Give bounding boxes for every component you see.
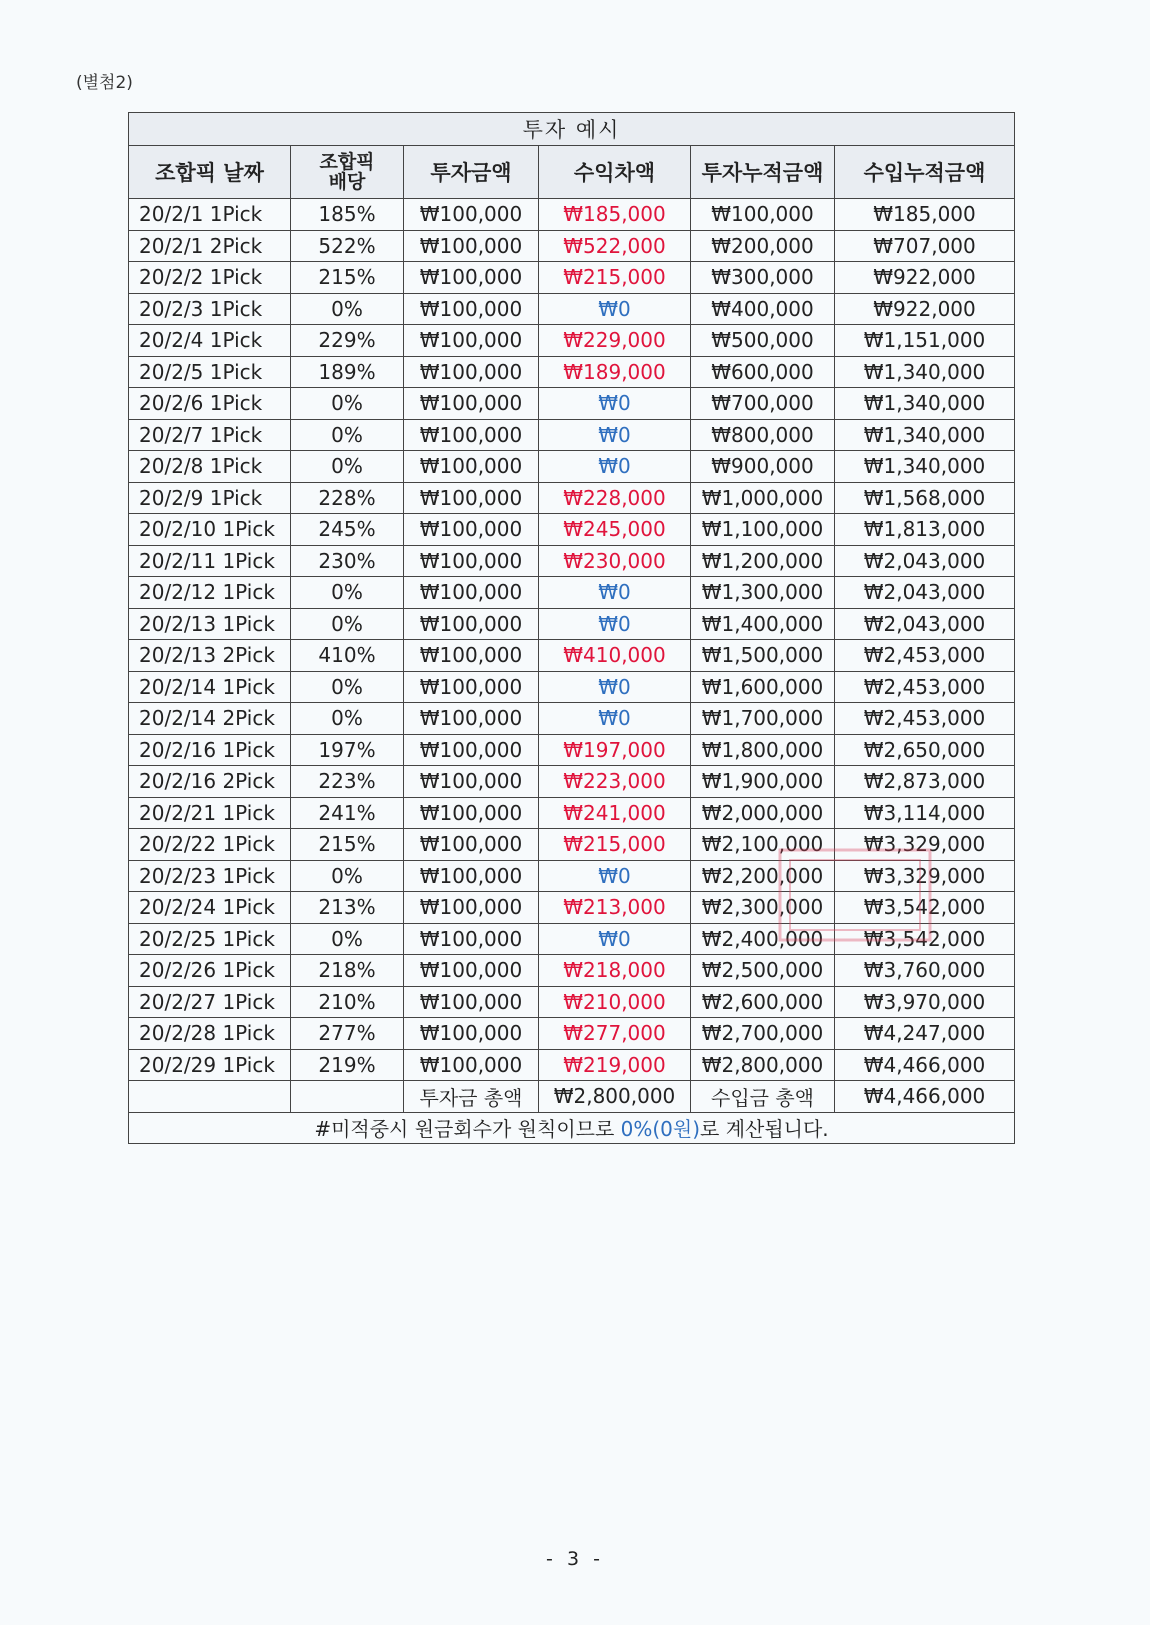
note-row (129, 1112, 1015, 1144)
cell-invest: ₩100,000 (404, 829, 539, 861)
cell-invest: ₩100,000 (404, 356, 539, 388)
cell-cum-invest: ₩1,000,000 (691, 482, 835, 514)
cell-profit: ₩210,000 (539, 986, 691, 1018)
cell-cum-invest: ₩2,200,000 (691, 860, 835, 892)
cell-cum-invest: ₩2,700,000 (691, 1018, 835, 1050)
cell-cum-invest: ₩1,400,000 (691, 608, 835, 640)
cell-odds: 0% (291, 923, 404, 955)
cell-date: 20/2/16 1Pick (129, 734, 291, 766)
cell-odds: 229% (291, 325, 404, 357)
cell-date: 20/2/4 1Pick (129, 325, 291, 357)
investment-example-table (128, 112, 1015, 1144)
cell-odds: 213% (291, 892, 404, 924)
cell-invest: ₩100,000 (404, 892, 539, 924)
cell-date: 20/2/8 1Pick (129, 451, 291, 483)
cell-odds: 0% (291, 388, 404, 420)
cell-cum-invest: ₩200,000 (691, 230, 835, 262)
cell-cum-income: ₩3,542,000 (835, 892, 1015, 924)
cell-cum-invest: ₩600,000 (691, 356, 835, 388)
page-number: - 3 - (546, 1548, 604, 1570)
cell-odds: 0% (291, 577, 404, 609)
note-prefix: #미적중시 원금회수가 원칙이므로 (314, 1117, 621, 1142)
cell-profit: ₩245,000 (539, 514, 691, 546)
cell-cum-invest: ₩1,700,000 (691, 703, 835, 735)
cell-profit: ₩0 (539, 451, 691, 483)
cell-date: 20/2/25 1Pick (129, 923, 291, 955)
header-odds-line2: 배당 (328, 171, 366, 193)
table-title: 투자 예시 (129, 113, 1015, 146)
cell-invest: ₩100,000 (404, 419, 539, 451)
cell-cum-invest: ₩1,900,000 (691, 766, 835, 798)
table-row (129, 923, 1015, 955)
cell-cum-invest: ₩2,800,000 (691, 1049, 835, 1081)
cell-profit: ₩410,000 (539, 640, 691, 672)
cell-cum-invest: ₩1,500,000 (691, 640, 835, 672)
cell-invest: ₩100,000 (404, 451, 539, 483)
cell-odds: 0% (291, 671, 404, 703)
cell-profit: ₩215,000 (539, 829, 691, 861)
cell-profit: ₩0 (539, 923, 691, 955)
table-row (129, 608, 1015, 640)
table-row (129, 1049, 1015, 1081)
cell-cum-income: ₩2,453,000 (835, 640, 1015, 672)
cell-profit: ₩197,000 (539, 734, 691, 766)
cell-cum-income: ₩1,340,000 (835, 451, 1015, 483)
cell-invest: ₩100,000 (404, 766, 539, 798)
table-row (129, 514, 1015, 546)
header-odds-line1: 조합픽 (319, 151, 375, 173)
table-row (129, 955, 1015, 987)
cell-profit: ₩241,000 (539, 797, 691, 829)
cell-odds: 277% (291, 1018, 404, 1050)
cell-date: 20/2/1 1Pick (129, 199, 291, 231)
header-profit: 수익차액 (539, 146, 691, 199)
table-row (129, 797, 1015, 829)
cell-cum-income: ₩4,247,000 (835, 1018, 1015, 1050)
cell-cum-income: ₩2,873,000 (835, 766, 1015, 798)
cell-odds: 241% (291, 797, 404, 829)
cell-invest: ₩100,000 (404, 388, 539, 420)
cell-cum-invest: ₩1,600,000 (691, 671, 835, 703)
cell-odds: 245% (291, 514, 404, 546)
table-row (129, 640, 1015, 672)
cell-date: 20/2/13 2Pick (129, 640, 291, 672)
cell-cum-income: ₩2,043,000 (835, 577, 1015, 609)
totals-row (129, 1081, 1015, 1113)
cell-cum-invest: ₩700,000 (691, 388, 835, 420)
cell-odds: 0% (291, 451, 404, 483)
cell-invest: ₩100,000 (404, 955, 539, 987)
cell-cum-income: ₩707,000 (835, 230, 1015, 262)
cell-odds: 197% (291, 734, 404, 766)
cell-date: 20/2/23 1Pick (129, 860, 291, 892)
header-invest: 투자금액 (404, 146, 539, 199)
cell-date: 20/2/24 1Pick (129, 892, 291, 924)
table-row (129, 356, 1015, 388)
table-row (129, 1018, 1015, 1050)
cell-date: 20/2/27 1Pick (129, 986, 291, 1018)
cell-cum-invest: ₩1,300,000 (691, 577, 835, 609)
cell-profit: ₩213,000 (539, 892, 691, 924)
table-row (129, 262, 1015, 294)
table-row (129, 230, 1015, 262)
cell-cum-income: ₩922,000 (835, 293, 1015, 325)
table-row (129, 703, 1015, 735)
cell-invest: ₩100,000 (404, 1018, 539, 1050)
cell-profit: ₩218,000 (539, 955, 691, 987)
cell-odds: 218% (291, 955, 404, 987)
header-odds (291, 146, 404, 199)
table-row (129, 451, 1015, 483)
cell-cum-invest: ₩1,800,000 (691, 734, 835, 766)
table-row (129, 860, 1015, 892)
cell-odds: 230% (291, 545, 404, 577)
cell-odds: 0% (291, 293, 404, 325)
cell-cum-income: ₩1,340,000 (835, 356, 1015, 388)
total-invest-label: 투자금 총액 (404, 1081, 539, 1113)
cell-cum-income: ₩2,453,000 (835, 703, 1015, 735)
cell-odds: 215% (291, 829, 404, 861)
cell-cum-income: ₩1,151,000 (835, 325, 1015, 357)
table-row (129, 325, 1015, 357)
cell-date: 20/2/16 2Pick (129, 766, 291, 798)
cell-invest: ₩100,000 (404, 797, 539, 829)
attachment-label: (별첨2) (76, 73, 133, 93)
cell-date: 20/2/10 1Pick (129, 514, 291, 546)
cell-cum-income: ₩3,970,000 (835, 986, 1015, 1018)
cell-profit: ₩223,000 (539, 766, 691, 798)
table-row (129, 293, 1015, 325)
cell-invest: ₩100,000 (404, 514, 539, 546)
cell-cum-income: ₩3,114,000 (835, 797, 1015, 829)
cell-date: 20/2/3 1Pick (129, 293, 291, 325)
cell-profit: ₩189,000 (539, 356, 691, 388)
cell-cum-invest: ₩2,000,000 (691, 797, 835, 829)
cell-invest: ₩100,000 (404, 482, 539, 514)
cell-profit: ₩230,000 (539, 545, 691, 577)
cell-date: 20/2/9 1Pick (129, 482, 291, 514)
header-date: 조합픽 날짜 (129, 146, 291, 199)
cell-odds: 410% (291, 640, 404, 672)
cell-cum-invest: ₩2,500,000 (691, 955, 835, 987)
total-income-label: 수입금 총액 (691, 1081, 835, 1113)
cell-invest: ₩100,000 (404, 734, 539, 766)
totals-blank-2 (291, 1081, 404, 1113)
cell-cum-invest: ₩2,400,000 (691, 923, 835, 955)
table-row (129, 892, 1015, 924)
cell-cum-invest: ₩400,000 (691, 293, 835, 325)
table-row (129, 986, 1015, 1018)
cell-profit: ₩0 (539, 388, 691, 420)
note-text (129, 1112, 1015, 1144)
table-row (129, 671, 1015, 703)
cell-cum-income: ₩1,340,000 (835, 419, 1015, 451)
cell-cum-income: ₩3,760,000 (835, 955, 1015, 987)
cell-odds: 0% (291, 860, 404, 892)
table-row (129, 829, 1015, 861)
cell-date: 20/2/7 1Pick (129, 419, 291, 451)
cell-odds: 522% (291, 230, 404, 262)
cell-cum-income: ₩1,340,000 (835, 388, 1015, 420)
cell-date: 20/2/14 2Pick (129, 703, 291, 735)
cell-profit: ₩228,000 (539, 482, 691, 514)
table-row (129, 545, 1015, 577)
total-income-value: ₩4,466,000 (835, 1081, 1015, 1113)
cell-cum-invest: ₩900,000 (691, 451, 835, 483)
cell-cum-invest: ₩1,200,000 (691, 545, 835, 577)
table-body (129, 199, 1015, 1081)
cell-date: 20/2/11 1Pick (129, 545, 291, 577)
cell-cum-invest: ₩2,300,000 (691, 892, 835, 924)
cell-profit: ₩522,000 (539, 230, 691, 262)
cell-cum-invest: ₩2,600,000 (691, 986, 835, 1018)
table-row (129, 766, 1015, 798)
cell-cum-income: ₩2,043,000 (835, 545, 1015, 577)
cell-date: 20/2/5 1Pick (129, 356, 291, 388)
cell-invest: ₩100,000 (404, 608, 539, 640)
cell-date: 20/2/13 1Pick (129, 608, 291, 640)
header-cum-invest: 투자누적금액 (691, 146, 835, 199)
cell-cum-income: ₩3,542,000 (835, 923, 1015, 955)
cell-date: 20/2/22 1Pick (129, 829, 291, 861)
total-invest-value: ₩2,800,000 (539, 1081, 691, 1113)
cell-odds: 223% (291, 766, 404, 798)
cell-odds: 215% (291, 262, 404, 294)
totals-blank-1 (129, 1081, 291, 1113)
cell-odds: 228% (291, 482, 404, 514)
table-row (129, 388, 1015, 420)
cell-odds: 210% (291, 986, 404, 1018)
cell-cum-income: ₩2,650,000 (835, 734, 1015, 766)
cell-date: 20/2/12 1Pick (129, 577, 291, 609)
cell-cum-income: ₩1,568,000 (835, 482, 1015, 514)
cell-date: 20/2/29 1Pick (129, 1049, 291, 1081)
cell-invest: ₩100,000 (404, 986, 539, 1018)
cell-cum-income: ₩4,466,000 (835, 1049, 1015, 1081)
cell-profit: ₩0 (539, 671, 691, 703)
cell-date: 20/2/14 1Pick (129, 671, 291, 703)
cell-odds: 0% (291, 419, 404, 451)
cell-profit: ₩215,000 (539, 262, 691, 294)
cell-invest: ₩100,000 (404, 640, 539, 672)
cell-cum-income: ₩3,329,000 (835, 860, 1015, 892)
cell-date: 20/2/6 1Pick (129, 388, 291, 420)
cell-cum-income: ₩3,329,000 (835, 829, 1015, 861)
cell-invest: ₩100,000 (404, 923, 539, 955)
cell-date: 20/2/21 1Pick (129, 797, 291, 829)
cell-date: 20/2/1 2Pick (129, 230, 291, 262)
cell-cum-income: ₩2,043,000 (835, 608, 1015, 640)
cell-invest: ₩100,000 (404, 325, 539, 357)
note-suffix: 로 계산됩니다. (700, 1117, 829, 1142)
cell-profit: ₩0 (539, 860, 691, 892)
cell-invest: ₩100,000 (404, 199, 539, 231)
cell-profit: ₩219,000 (539, 1049, 691, 1081)
cell-profit: ₩0 (539, 293, 691, 325)
table-row (129, 482, 1015, 514)
cell-profit: ₩0 (539, 419, 691, 451)
table-row (129, 577, 1015, 609)
cell-odds: 189% (291, 356, 404, 388)
cell-odds: 0% (291, 608, 404, 640)
cell-profit: ₩0 (539, 577, 691, 609)
cell-date: 20/2/28 1Pick (129, 1018, 291, 1050)
cell-cum-invest: ₩300,000 (691, 262, 835, 294)
table-row (129, 199, 1015, 231)
cell-invest: ₩100,000 (404, 1049, 539, 1081)
cell-invest: ₩100,000 (404, 577, 539, 609)
cell-profit: ₩229,000 (539, 325, 691, 357)
cell-cum-invest: ₩100,000 (691, 199, 835, 231)
cell-invest: ₩100,000 (404, 230, 539, 262)
cell-cum-invest: ₩2,100,000 (691, 829, 835, 861)
header-cum-income: 수입누적금액 (835, 146, 1015, 199)
cell-invest: ₩100,000 (404, 293, 539, 325)
cell-cum-income: ₩1,813,000 (835, 514, 1015, 546)
cell-date: 20/2/26 1Pick (129, 955, 291, 987)
cell-invest: ₩100,000 (404, 262, 539, 294)
cell-cum-invest: ₩800,000 (691, 419, 835, 451)
cell-cum-income: ₩922,000 (835, 262, 1015, 294)
cell-invest: ₩100,000 (404, 860, 539, 892)
table-row (129, 419, 1015, 451)
cell-invest: ₩100,000 (404, 545, 539, 577)
cell-date: 20/2/2 1Pick (129, 262, 291, 294)
cell-odds: 219% (291, 1049, 404, 1081)
cell-cum-invest: ₩500,000 (691, 325, 835, 357)
cell-profit: ₩277,000 (539, 1018, 691, 1050)
cell-odds: 185% (291, 199, 404, 231)
note-highlight: 0%(0원) (620, 1117, 701, 1142)
table-row (129, 734, 1015, 766)
cell-profit: ₩0 (539, 703, 691, 735)
cell-cum-income: ₩2,453,000 (835, 671, 1015, 703)
cell-invest: ₩100,000 (404, 703, 539, 735)
cell-cum-income: ₩185,000 (835, 199, 1015, 231)
cell-profit: ₩0 (539, 608, 691, 640)
cell-odds: 0% (291, 703, 404, 735)
cell-cum-invest: ₩1,100,000 (691, 514, 835, 546)
cell-invest: ₩100,000 (404, 671, 539, 703)
cell-profit: ₩185,000 (539, 199, 691, 231)
